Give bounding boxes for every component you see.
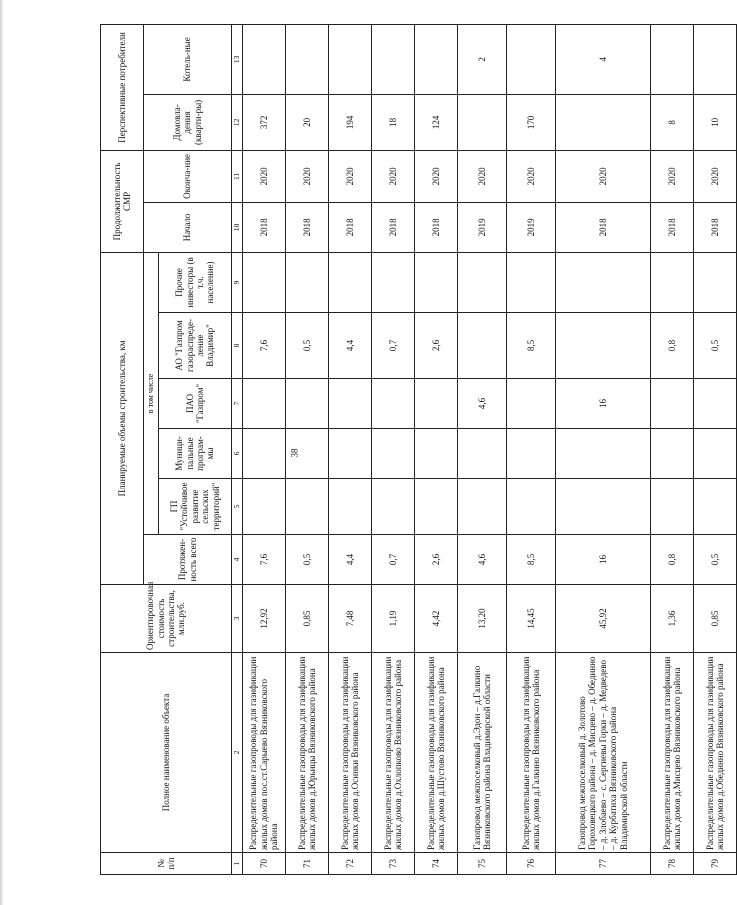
- cell-boilers: [243, 24, 286, 94]
- header-in-that: в том числе: [144, 252, 159, 534]
- rotated-table-container: [100, 25, 725, 875]
- cell-cost: 45,92: [556, 585, 651, 653]
- cell-houses: 170: [507, 94, 556, 150]
- cell-start: 2018: [329, 202, 372, 252]
- cell-start: 2018: [415, 202, 458, 252]
- cell-houses: 20: [286, 94, 329, 150]
- cell-houses: 372: [243, 94, 286, 150]
- header-pao: ПАО "Газпром": [159, 379, 232, 429]
- cell-name: Распределительные газопроводы для газификации жилых домов д.Обединно Вязниковского района: [694, 653, 737, 853]
- cell-length: 2,6: [415, 535, 458, 585]
- table-row: [694, 24, 737, 874]
- cell-gp: [651, 479, 694, 535]
- cell-no: 75: [458, 853, 507, 875]
- header-other: Прочие инвесторы (в т.ч. население): [159, 252, 232, 312]
- cell-name: Газопровод межпоселковый д. Золотово Гороховецкого района – д. Мисцево – д. Обединно – д. Злобаево – с. Сергиевы Горки – д. Медведево – д. Курбатиха Вязниковского района Владимирской области: [556, 653, 651, 853]
- cell-pao: [507, 379, 556, 429]
- cell-no: 79: [694, 853, 737, 875]
- cell-boilers: 4: [556, 24, 651, 94]
- cell-municipal: [329, 429, 372, 479]
- cell-pao: [694, 379, 737, 429]
- column-number-row: [232, 24, 243, 874]
- column-number: 10: [232, 202, 243, 252]
- table-row: [651, 24, 694, 874]
- scan-edge-shadow: [0, 0, 4, 905]
- cell-other: [243, 252, 286, 312]
- cell-length: 4,6: [458, 535, 507, 585]
- cell-houses: 10: [694, 94, 737, 150]
- cell-end: 2020: [329, 150, 372, 202]
- cell-pao: [415, 379, 458, 429]
- table-row: [556, 24, 651, 874]
- cell-boilers: [286, 24, 329, 94]
- cell-boilers: [651, 24, 694, 94]
- header-group-consumers: Перспективные потребители: [101, 24, 144, 150]
- cell-no: 78: [651, 853, 694, 875]
- cell-other: [556, 252, 651, 312]
- cell-no: 77: [556, 853, 651, 875]
- cell-other: [286, 252, 329, 312]
- cell-houses: 194: [329, 94, 372, 150]
- cell-municipal: [556, 429, 651, 479]
- column-number: 3: [232, 585, 243, 653]
- cell-no: 73: [372, 853, 415, 875]
- column-number: 11: [232, 150, 243, 202]
- cell-gp: [458, 479, 507, 535]
- cell-gp: [507, 479, 556, 535]
- cell-name: Распределительные газопроводы для газификации жилых домов д.Галкино Вязниковского района: [507, 653, 556, 853]
- column-number: 4: [232, 535, 243, 585]
- header-no: № п/п: [101, 853, 232, 875]
- column-number: 5: [232, 479, 243, 535]
- table-row: [329, 24, 372, 874]
- cell-municipal: [415, 429, 458, 479]
- cell-length: 4,4: [329, 535, 372, 585]
- cell-boilers: [415, 24, 458, 94]
- cell-ao: 4,4: [329, 313, 372, 379]
- header-group-duration: Продолжительность СМР: [101, 150, 144, 252]
- cell-other: [651, 252, 694, 312]
- cell-no: 72: [329, 853, 372, 875]
- cell-end: 2020: [458, 150, 507, 202]
- cell-houses: 8: [651, 94, 694, 150]
- cell-name: Распределительные газопроводы для газификации жилых домов д.Осинки Вязниковского района: [329, 653, 372, 853]
- cell-start: 2018: [286, 202, 329, 252]
- cell-boilers: [372, 24, 415, 94]
- cell-no: 71: [286, 853, 329, 875]
- cell-start: 2018: [556, 202, 651, 252]
- cell-end: 2020: [415, 150, 458, 202]
- column-number: 8: [232, 313, 243, 379]
- cell-name: Распределительные газопроводы для газификации жилых домов пос.ст.Сарыево Вязниковского района: [243, 653, 286, 853]
- cell-no: 76: [507, 853, 556, 875]
- cell-end: 2020: [507, 150, 556, 202]
- cell-name: Газопровод межпоселковый д.Эдон – д.Галкино Вязниковского района Владимирской области: [458, 653, 507, 853]
- column-number: 12: [232, 94, 243, 150]
- cell-cost: 13,20: [458, 585, 507, 653]
- cell-start: 2018: [372, 202, 415, 252]
- cell-start: 2018: [694, 202, 737, 252]
- cell-cost: 0,85: [694, 585, 737, 653]
- cell-length: 0,7: [372, 535, 415, 585]
- cell-other: [415, 252, 458, 312]
- header-boilers: Котель-ные: [144, 24, 232, 94]
- cell-gp: [415, 479, 458, 535]
- cell-pao: [651, 379, 694, 429]
- header-ao: АО "Газпром газораспреде-ление Владимир": [159, 313, 232, 379]
- cell-ao: [458, 313, 507, 379]
- cell-length: 0,5: [286, 535, 329, 585]
- cell-other: [329, 252, 372, 312]
- cell-cost: 7,48: [329, 585, 372, 653]
- header-start: Начало: [144, 202, 232, 252]
- cell-cost: 14,45: [507, 585, 556, 653]
- cell-cost: 12,92: [243, 585, 286, 653]
- cell-pao: [329, 379, 372, 429]
- cell-ao: [556, 313, 651, 379]
- column-number: 9: [232, 252, 243, 312]
- cell-cost: 1,19: [372, 585, 415, 653]
- header-group-volumes: Планируемые объемы строительства, км: [101, 252, 144, 584]
- cell-start: 2018: [243, 202, 286, 252]
- page-number: 38: [289, 448, 300, 458]
- header-end: Оконча-ние: [144, 150, 232, 202]
- table-row: [415, 24, 458, 874]
- cell-name: Распределительные газопроводы для газификации жилых домов д.Юрьицы Вязниковского района: [286, 653, 329, 853]
- cell-gp: [329, 479, 372, 535]
- cell-start: 2019: [458, 202, 507, 252]
- header-cost: Ориентировочная стоимость строительства, млн.руб.: [101, 585, 232, 653]
- column-number: 6: [232, 429, 243, 479]
- table-row: [372, 24, 415, 874]
- header-length: Протяжен-ность всего: [144, 535, 232, 585]
- cell-other: [372, 252, 415, 312]
- cell-boilers: 2: [458, 24, 507, 94]
- cell-no: 74: [415, 853, 458, 875]
- cell-ao: 0,5: [286, 313, 329, 379]
- cell-houses: 124: [415, 94, 458, 150]
- cell-length: 7,6: [243, 535, 286, 585]
- cell-boilers: [694, 24, 737, 94]
- cell-name: Распределительные газопроводы для газификации жилых домов д.Охлопково Вязниковского района: [372, 653, 415, 853]
- cell-end: 2020: [556, 150, 651, 202]
- cell-cost: 0,85: [286, 585, 329, 653]
- cell-municipal: [694, 429, 737, 479]
- table-row: [243, 24, 286, 874]
- column-number: 2: [232, 653, 243, 853]
- cell-ao: 0,7: [372, 313, 415, 379]
- header-gp: ГП "Устойчивое развитие сельских территорий": [159, 479, 232, 535]
- cell-ao: 8,5: [507, 313, 556, 379]
- cell-pao: [243, 379, 286, 429]
- column-number: 1: [232, 853, 243, 875]
- cell-start: 2019: [507, 202, 556, 252]
- cell-ao: 0,8: [651, 313, 694, 379]
- cell-gp: [694, 479, 737, 535]
- cell-boilers: [329, 24, 372, 94]
- cell-gp: [372, 479, 415, 535]
- cell-cost: 4,42: [415, 585, 458, 653]
- cell-no: 70: [243, 853, 286, 875]
- column-number: 7: [232, 379, 243, 429]
- cell-gp: [286, 479, 329, 535]
- cell-length: 0,8: [651, 535, 694, 585]
- cell-municipal: [458, 429, 507, 479]
- header-name: Полное наименование объекта: [101, 653, 232, 853]
- cell-gp: [243, 479, 286, 535]
- cell-municipal: [372, 429, 415, 479]
- cell-ao: 2,6: [415, 313, 458, 379]
- cell-boilers: [507, 24, 556, 94]
- cell-length: 16: [556, 535, 651, 585]
- cell-pao: [372, 379, 415, 429]
- cell-houses: [556, 94, 651, 150]
- header-houses: Домовла-дения (кварти-ры): [144, 94, 232, 150]
- header-municipal: Муници-пальные програм-мы: [159, 429, 232, 479]
- cell-houses: 18: [372, 94, 415, 150]
- cell-end: 2020: [651, 150, 694, 202]
- cell-end: 2020: [372, 150, 415, 202]
- cell-end: 2020: [694, 150, 737, 202]
- cell-municipal: [507, 429, 556, 479]
- cell-length: 0,5: [694, 535, 737, 585]
- cell-pao: [286, 379, 329, 429]
- cell-end: 2020: [243, 150, 286, 202]
- cell-start: 2018: [651, 202, 694, 252]
- gas-pipeline-objects-table: [100, 24, 737, 875]
- cell-gp: [556, 479, 651, 535]
- cell-end: 2020: [286, 150, 329, 202]
- cell-pao: 16: [556, 379, 651, 429]
- table-row: [458, 24, 507, 874]
- column-number: 13: [232, 24, 243, 94]
- cell-name: Распределительные газопроводы для газификации жилых домов д.Мисцево Вязниковского района: [651, 653, 694, 853]
- cell-length: 8,5: [507, 535, 556, 585]
- cell-ao: 7,6: [243, 313, 286, 379]
- cell-name: Распределительные газопроводы для газификации жилых домов д.Шустово Вязниковского района: [415, 653, 458, 853]
- cell-pao: 4,6: [458, 379, 507, 429]
- cell-cost: 1,36: [651, 585, 694, 653]
- cell-municipal: [651, 429, 694, 479]
- table-body: [243, 24, 737, 874]
- cell-ao: 0,5: [694, 313, 737, 379]
- cell-municipal: [243, 429, 286, 479]
- cell-other: [694, 252, 737, 312]
- cell-other: [458, 252, 507, 312]
- cell-other: [507, 252, 556, 312]
- table-row: [507, 24, 556, 874]
- cell-houses: [458, 94, 507, 150]
